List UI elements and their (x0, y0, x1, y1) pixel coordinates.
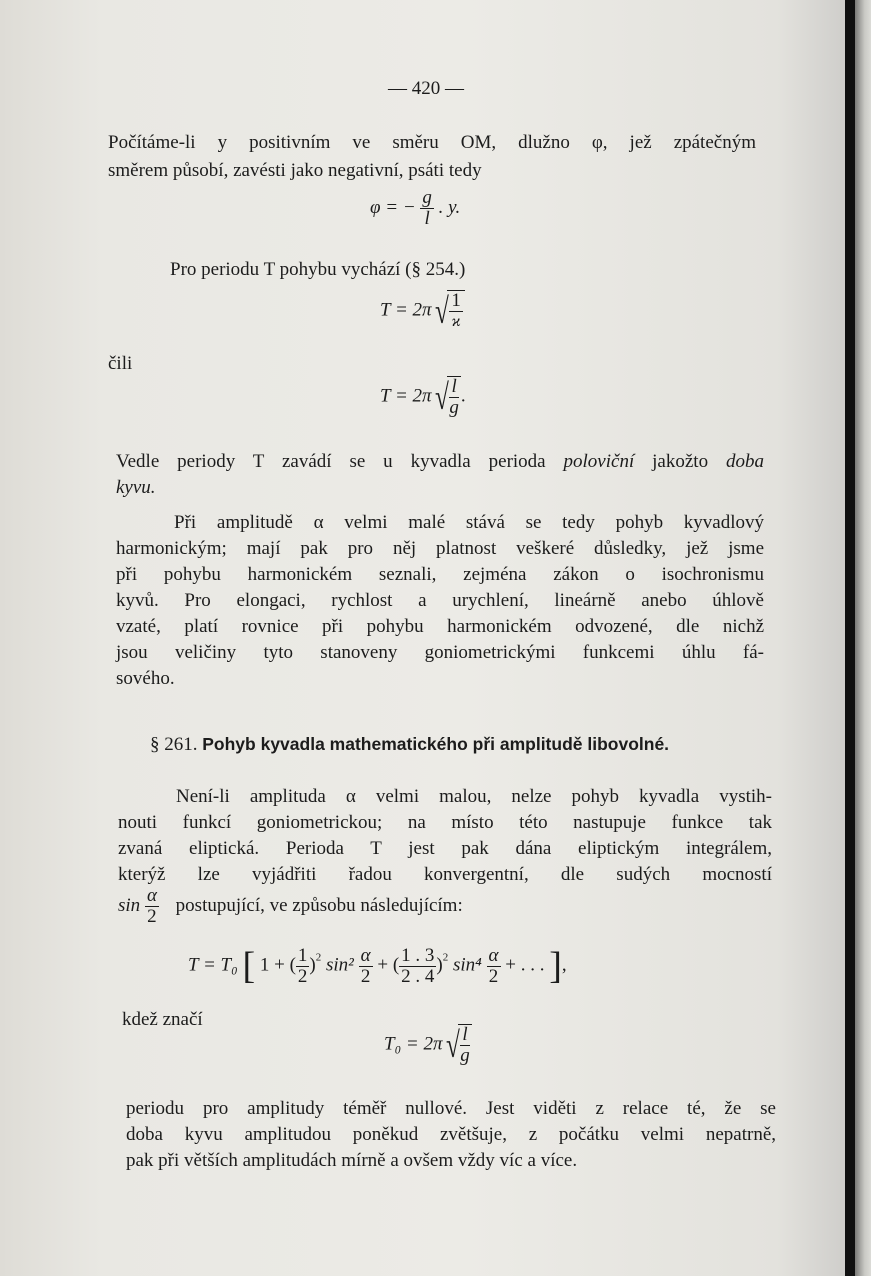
paragraph-line: Pro periodu T pohybu vychází (§ 254.) (170, 259, 466, 280)
radical-sign: √ (434, 377, 449, 417)
paren-close: ) (309, 954, 316, 976)
fraction-denominator: 2 (488, 965, 499, 987)
fraction-numerator: α (488, 944, 499, 966)
equation-lhs: T = 2π (380, 385, 432, 407)
equation-phi (370, 188, 460, 229)
equation-tail: . (460, 385, 466, 407)
equation-lhs: φ = − (370, 196, 416, 218)
sin2-label: sin² (326, 954, 354, 976)
paragraph-line: kyvu. (116, 477, 156, 498)
paragraph-line: periodu pro amplitudy téměř nullové. Jest viděti z relace té, že se (126, 1098, 776, 1119)
paragraph-line: vzaté, platí rovnice při pohybu harmonickém odvozené, dle nichž (116, 616, 764, 637)
fraction-numerator: α (360, 944, 371, 966)
paragraph-line: harmonickým; mají pak pro něj platnost veškeré důsledky, jež jsme (116, 538, 764, 559)
bracket-open: [ (242, 945, 256, 987)
series-tail: + . . . (505, 954, 545, 976)
equation-comma: , (561, 954, 567, 976)
series-one: 1 + (259, 954, 285, 976)
fraction-denominator: 2 . 4 (401, 965, 435, 987)
paragraph-line: při pohybu harmonickém seznali, zejména zákon o isochronismu (116, 564, 764, 585)
paren-open: ( (289, 954, 296, 976)
radical-sign: √ (434, 291, 449, 331)
radical-sign: √ (445, 1025, 460, 1065)
plus-sign: + (377, 954, 389, 976)
kdez-label: kdež značí (122, 1009, 203, 1030)
square-exponent: 2 (442, 951, 449, 964)
fraction-denominator: g (460, 1045, 470, 1066)
section-title: Pohyb kyvadla mathematického při amplitudě libovolné. (202, 734, 670, 754)
sin-label: sin (118, 894, 141, 916)
paragraph-line: nouti funkcí goniometrickou; na místo této nastupuje funkce tak (118, 812, 772, 833)
equation-lhs: T = T₀ (188, 954, 238, 976)
paragraph-line: Při amplitudě α velmi malé stává se tedy pohyb kyvadlový (174, 512, 764, 533)
fraction-denominator: ϰ (451, 313, 461, 330)
fraction-denominator: 2 (297, 965, 308, 987)
fraction-numerator: 1 (451, 290, 461, 311)
fraction-numerator: l (449, 377, 459, 398)
fraction-numerator: 1 . 3 (401, 944, 435, 966)
paragraph-line: Vedle periody T zavádí se u kyvadla perioda poloviční jakožto doba (116, 451, 764, 472)
equation-lhs: T = 2π (380, 299, 432, 321)
section-number: § 261. (150, 734, 198, 755)
paren-open: ( (392, 954, 400, 976)
paragraph-line: kyvů. Pro elongaci, rychlost a urychlení, lineárně anebo úhlově (116, 590, 764, 611)
fraction-numerator: α (146, 885, 157, 906)
fraction-numerator: l (460, 1025, 470, 1046)
equation-tail: . y. (438, 196, 461, 218)
fraction-denominator: 2 (147, 906, 157, 927)
paren-close: ) (436, 954, 443, 976)
page-number: — 420 — (388, 78, 464, 99)
paragraph-line: kterýž lze vyjádřiti řadou konvergentní, dle sudých mocností (118, 864, 772, 885)
paragraph-line: pak při větších amplitudách mírně a ovšem vždy víc a více. (126, 1150, 578, 1171)
square-exponent: 2 (315, 951, 322, 964)
paragraph-line: Počítáme-li y positivním ve směru OM, dlužno φ, jež zpátečným (108, 132, 756, 153)
fraction-numerator: 1 (297, 944, 308, 966)
paragraph-line: zvaná eliptická. Perioda T jest pak dána eliptickým integrálem, (118, 838, 772, 859)
paragraph-line: jsou veličiny tyto stanoveny goniometrickými funkcemi úhlu fá- (116, 642, 764, 663)
sin-line-text: postupující, ve způsobu následujícím: (175, 894, 463, 916)
fraction-denominator: l (424, 208, 430, 229)
bracket-close: ] (549, 945, 562, 987)
equation-T0 (384, 1024, 472, 1066)
binding-shadow (845, 0, 855, 1276)
sin4-label: sin⁴ (452, 954, 482, 976)
paragraph-line: sového. (116, 668, 175, 689)
sin-half-alpha-line (118, 886, 463, 927)
section-heading (150, 734, 669, 756)
page-edge (855, 0, 871, 1276)
fraction-denominator: 2 (360, 965, 371, 987)
fraction-denominator: g (449, 397, 459, 418)
paragraph-line: Není-li amplituda α velmi malou, nelze pohyb kyvadla vystih- (176, 786, 772, 807)
paragraph-line: doba kyvu amplitudou poněkud zvětšuje, z počátku velmi nepatrně, (126, 1124, 776, 1145)
fraction-numerator: g (422, 187, 432, 208)
equation-period-kappa (380, 290, 465, 332)
cili-label: čili (108, 353, 133, 374)
equation-lhs: T₀ = 2π (384, 1033, 443, 1055)
elliptic-series-equation (188, 944, 567, 988)
equation-period-lg (380, 376, 466, 418)
paragraph-line: směrem působí, zavésti jako negativní, psáti tedy (108, 160, 482, 181)
